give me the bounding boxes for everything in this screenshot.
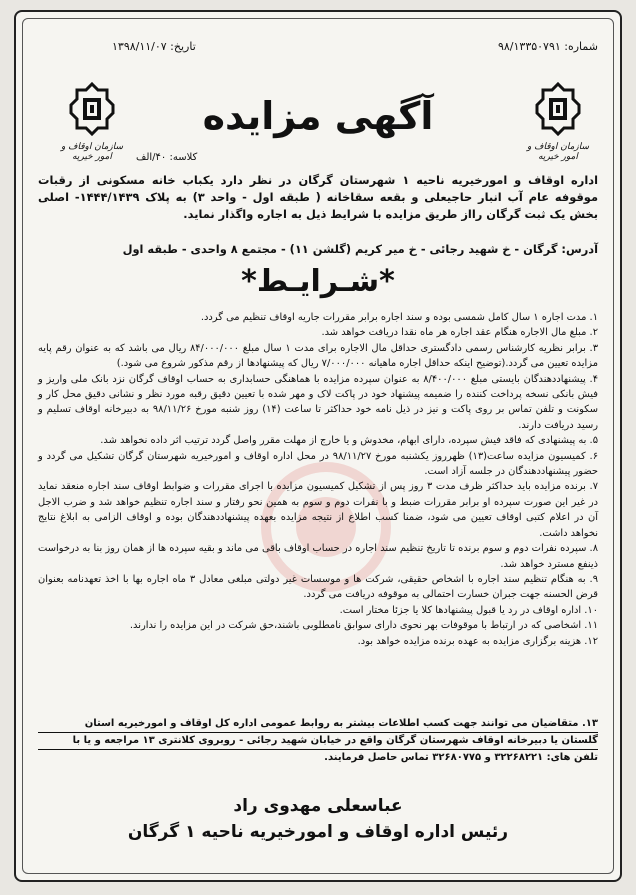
signature-block (16, 796, 620, 842)
date: تاریخ: ۱۳۹۸/۱۱/۰۷ (112, 40, 196, 53)
org-caption-right: سازمان اوقاف و امور خیریه (526, 142, 590, 162)
term-item: ۲. مبلغ مال الاجاره هنگام عقد اجاره هر ماه نقدا دریافت خواهد شد. (321, 327, 598, 339)
notice-sheet (14, 10, 622, 882)
contact-note-line: گلستان یا دبیرخانه اوقاف شهرستان گرگان واقع در خیابان شهید رجائی - روبروی کلانتری ۱۳ مراجعه و یا با (38, 733, 598, 750)
intro-paragraph: اداره اوقاف و امورخیریه ناحیه ۱ شهرستان گرگان در نظر دارد یکباب خانه مسکونی از رقبات موقوفه عام آب انبار حاجیعلی و بقعه سقاخانه ( طبقه اول - واحد ۳) به پلاک ۱۴۴۴/۱۴۳۹- اصلی بخش یک ثبت گرگان رااز طریق مزایده با شرایط ذیل به اجاره واگذار نماید. (38, 173, 598, 221)
signatory-role: رئیس اداره اوقاف و امورخیریه ناحیه ۱ گرگان (127, 822, 509, 842)
contact-phones: تلفن های: ۳۲۲۶۸۲۲۱ و ۳۲۶۸۰۷۷۵ تماس حاصل فرمایند. (324, 752, 598, 763)
term-item: ۳. برابر نظریه کارشناس رسمی دادگستری حداقل مال الاجاره برای مدت ۱ سال مبلغ ۸۴/۰۰۰/۰۰۰ ریال می باشد که به عنوان رقم پایه مزایده تعیین می گردد.(توضیح اینکه حداقل اجاره ماهیانه ۷/۰۰۰/۰۰۰ ریال که پیشنهادها از رقم مذکور شروع می شود.) (38, 342, 598, 370)
contact-note (38, 716, 598, 766)
terms-list (38, 310, 598, 649)
conditions-heading: *شـرایـط* (241, 264, 395, 299)
term-item: ۶. کمیسیون مزایده ساعت(۱۳) ظهرروز یکشنبه مورخ ۹۸/۱۱/۲۷ در محل اداره اوقاف و امورخیریه شهرستان گرگان تشکیل می گردد و حضور پیشنهاددهندگان در جلسه آزاد است. (38, 450, 599, 478)
class-number: کلاسه: ۴۰/الف (136, 152, 198, 163)
term-item: ۹. به هنگام تنظیم سند اجاره با اشخاص حقیقی، شرکت ها و موسسات غیر دولتی مبلغی معادل ۳ ماه اجاره بها با اخذ تعهدنامه بعنوان قرض الحسنه جهت جبران خسارت احتمالی به موقوفه دریافت می گردد. (38, 573, 598, 601)
term-item: ۱۱. اشخاصی که در ارتباط با موقوفات بهر نحوی دارای سوابق نامطلوبی باشند،حق شرکت در این مزایده را ندارند. (129, 620, 598, 632)
term-item: ۸. سپرده نفرات دوم و سوم برنده تا تاریخ تنظیم سند اجاره در حساب اوقاف باقی می ماند و بقیه سپرده ها از همان روز بنا به درخواست ذینفع مسترد خواهد شد. (38, 543, 598, 570)
notice-title: آگهی مزایده (202, 94, 434, 138)
term-item: ۱. مدت اجاره ۱ سال کامل شمسی بوده و سند اجاره برابر مقررات جاریه اوقاف تنظیم می گردد. (200, 312, 598, 323)
contact-note-line: ۱۳. متقاضیان می توانند جهت کسب اطلاعات بیشتر به روابط عمومی اداره کل اوقاف و امورخیریه استان (38, 716, 598, 733)
term-item: ۴. پیشنهاددهندگان بایستی مبلغ ۸/۴۰۰/۰۰۰ به عنوان سپرده مزایده با هماهنگی حسابداری به حساب اوقاف گرگان نزد بانک ملی واریز و فیش بانکی نسخه پرداخت کننده را ضمیمه پیشنهاد خود در پاکت لاک و مهر شده با تعیین دقیق رقبه مورد نظر و نشانی دقیق محل کار و سکونت و تلفن تماس بر روی پاکت و نیز در ذیل نامه خود حداکثر تا ساعت (۱۴) روز شنبه مورخ ۹۸/۱۱/۲۶ به دبیرخانه اوقاف تسلیم و رسید دریافت دارند. (38, 373, 599, 431)
emblem-icon (65, 82, 119, 136)
org-caption-left: سازمان اوقاف و امور خیریه (60, 142, 124, 162)
term-item: ۵. به پیشنهادی که فاقد فیش سپرده، دارای ابهام، مخدوش و یا خارج از مهلت مقرر واصل گردد ترتیب اثر داده نخواهد شد. (100, 435, 598, 447)
signatory-name: عباسعلی مهدوی راد (233, 796, 403, 816)
org-logo-left (52, 82, 132, 162)
address-line: آدرس: گرگان - خ شهید رجائی - خ میر کریم (گلشن ۱۱) - مجتمع ۸ واحدی - طبقه اول (122, 242, 598, 256)
term-item: ۱۰. اداره اوقاف در رد یا قبول پیشنهادها کلا یا جزئا مختار است. (339, 604, 598, 616)
term-item: ۱۲. هزینه برگزاری مزایده به عهده برنده مزایده خواهد بود. (357, 635, 598, 647)
org-logo-right (518, 82, 598, 162)
emblem-icon (531, 82, 585, 136)
reference-number: شماره: ۹۸/۱۳۳۵۰۷۹۱ (497, 40, 598, 53)
term-item: ۷. برنده مزایده باید حداکثر ظرف مدت ۳ روز پس از تشکیل کمیسیون مزایده با اجرای مقررات و ضوابط اوقاف سند اجاره منعقد نماید در غیر این صورت سپرده او برابر مقررات ضبط و با نفرات دوم و سوم به همین نحو رفتار و سند اجاره تنظیم خواهد شد و ضرب الاجل آن در اعلام کتبی اوقاف تعیین می شود، ضمنا کسب اطلاع از نتیجه مزایده بعهده پیشنهاددهندگان بوده و اوقاف الزامی به ابلاغ نتایج نخواهد داشت. (38, 481, 598, 539)
